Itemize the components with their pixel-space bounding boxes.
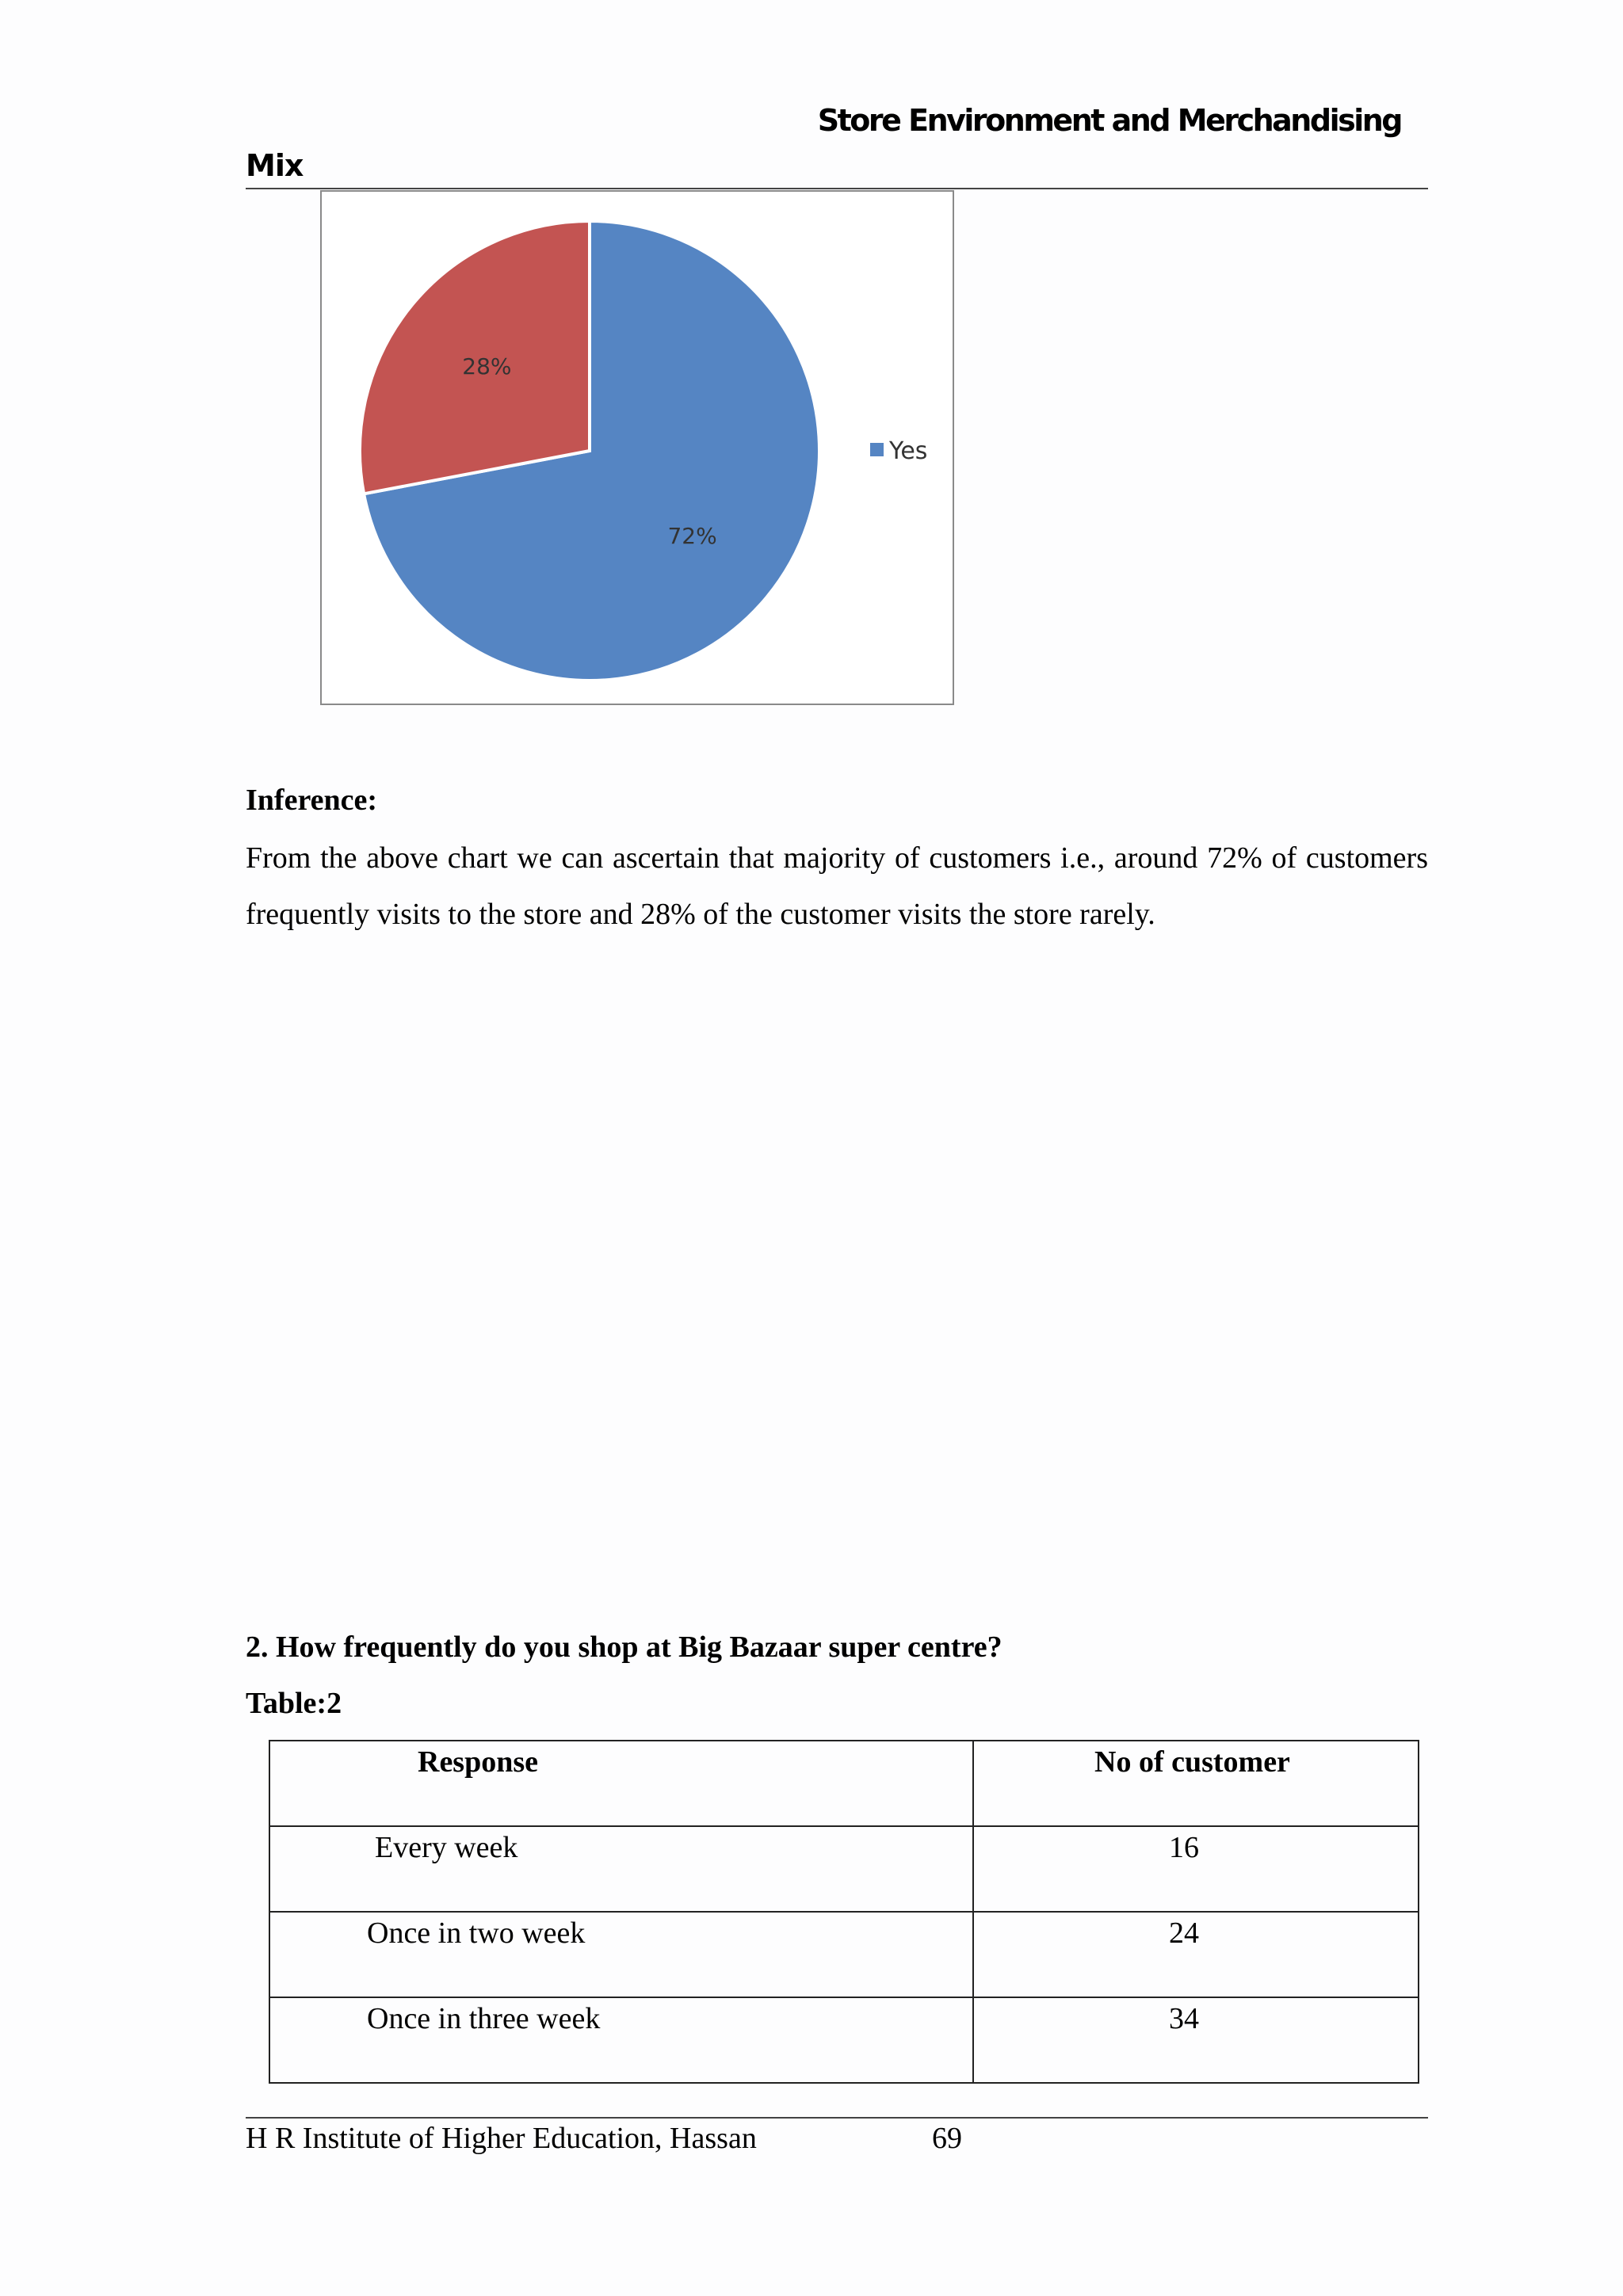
response-cell: Once in three week bbox=[269, 1997, 973, 2083]
table-row bbox=[269, 1826, 1419, 1912]
pie-data-label: 28% bbox=[462, 353, 512, 379]
count-cell: 34 bbox=[973, 1997, 1419, 2083]
inference-paragraph: From the above chart we can ascertain that majority of customers i.e., around 72% of customers frequently visits to the store and 28% of the customer visits the store rarely. bbox=[246, 841, 1428, 931]
table-row bbox=[269, 1912, 1419, 1997]
response-cell: Once in two week bbox=[269, 1912, 973, 1997]
header-no-of-customer: No of customer bbox=[973, 1741, 1419, 1826]
table-header-row bbox=[269, 1741, 1419, 1826]
legend-swatch bbox=[870, 443, 884, 456]
question-heading: 2. How frequently do you shop at Big Bazaar super centre? bbox=[246, 1630, 1002, 1664]
response-cell: Every week bbox=[269, 1826, 973, 1912]
legend-label: Yes bbox=[889, 437, 928, 465]
count-cell: 24 bbox=[973, 1912, 1419, 1997]
count-cell: 16 bbox=[973, 1826, 1419, 1912]
page-number: 69 bbox=[932, 2122, 962, 2155]
pie-chart bbox=[320, 190, 954, 705]
table-label: Table:2 bbox=[246, 1687, 342, 1720]
page-header-title: Store Environment and Merchandising bbox=[817, 103, 1401, 138]
page-header-subtitle: Mix bbox=[246, 148, 304, 183]
pie-data-label: 72% bbox=[667, 523, 717, 550]
footer-rule bbox=[246, 2117, 1428, 2119]
pie-chart-svg bbox=[322, 192, 953, 704]
header-rule bbox=[246, 188, 1428, 189]
header-response: Response bbox=[269, 1741, 973, 1826]
footer-institute: H R Institute of Higher Education, Hassan bbox=[246, 2122, 757, 2155]
response-table bbox=[269, 1740, 1419, 2084]
inference-heading: Inference: bbox=[246, 784, 378, 817]
table-row bbox=[269, 1997, 1419, 2083]
